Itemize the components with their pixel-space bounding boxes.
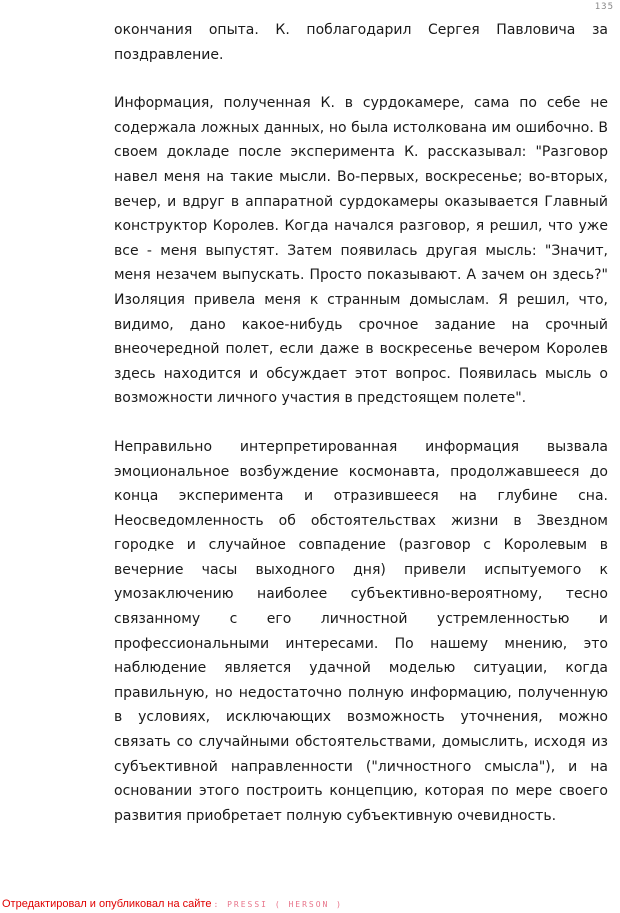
footer-site-link[interactable]: : PRESSI ( HERSON ) — [213, 900, 343, 909]
footer-credit — [2, 898, 343, 910]
paragraph-2: Информация, полученная К. в сурдокамере, сама по себе не содержала ложных данных, но была истолкована им ошибочно. В своем докладе после эксперимента К. рассказывал: "Разговор навел меня на такие мысли. Во-первых, воскресенье; во-вторых, вечер, и вдруг в аппаратной сурдокамеры оказывается Главный конструктор Королев. Когда начался разговор, я решил, что уже все - меня выпустят. Затем появилась другая мысль: "Значит, меня незачем выпускать. Просто показывают. А зачем он здесь?" Изоляция привела меня к странным домыслам. Я решил, что, видимо, дано какое-нибудь срочное задание на срочный внеочередной полет, если даже в воскресенье вечером Королев здесь находится и обсуждает этот вопрос. Появилась мысль о возможности личного участия в предстоящем полете". — [114, 95, 608, 407]
document-body — [114, 18, 608, 852]
paragraph-3: Неправильно интерпретированная информация вызвала эмоциональное возбуждение космонавта, продолжавшееся до конца эксперимента и отразившееся на глубине сна. Неосведомленность об обстоятельствах жизни в Звездном городке и случайное совпадение (разговор с Королевым в вечерние часы выходного дня) привели испытуемого к умозаключению наиболее субъективно-вероятному, тесно связанному с его личностной устремленностью и профессиональными интересами. По нашему мнению, это наблюдение является удачной моделью ситуации, когда правильную, но недостаточно полную информацию, полученную в условиях, исключающих возможность уточнения, можно связать со случайными обстоятельствами, домыслить, исходя из субъективной направленности ("личностного смысла"), и на основании этого построить концепцию, которая по мере своего развития приобретает полную субъективную очевидность. — [114, 438, 608, 824]
paragraph-1: окончания опыта. К. поблагодарил Сергея Павловича за поздравление. — [114, 22, 608, 63]
page-number: 135 — [594, 2, 614, 12]
footer-credit-text: Отредактировал и опубликовал на сайте — [2, 898, 212, 910]
